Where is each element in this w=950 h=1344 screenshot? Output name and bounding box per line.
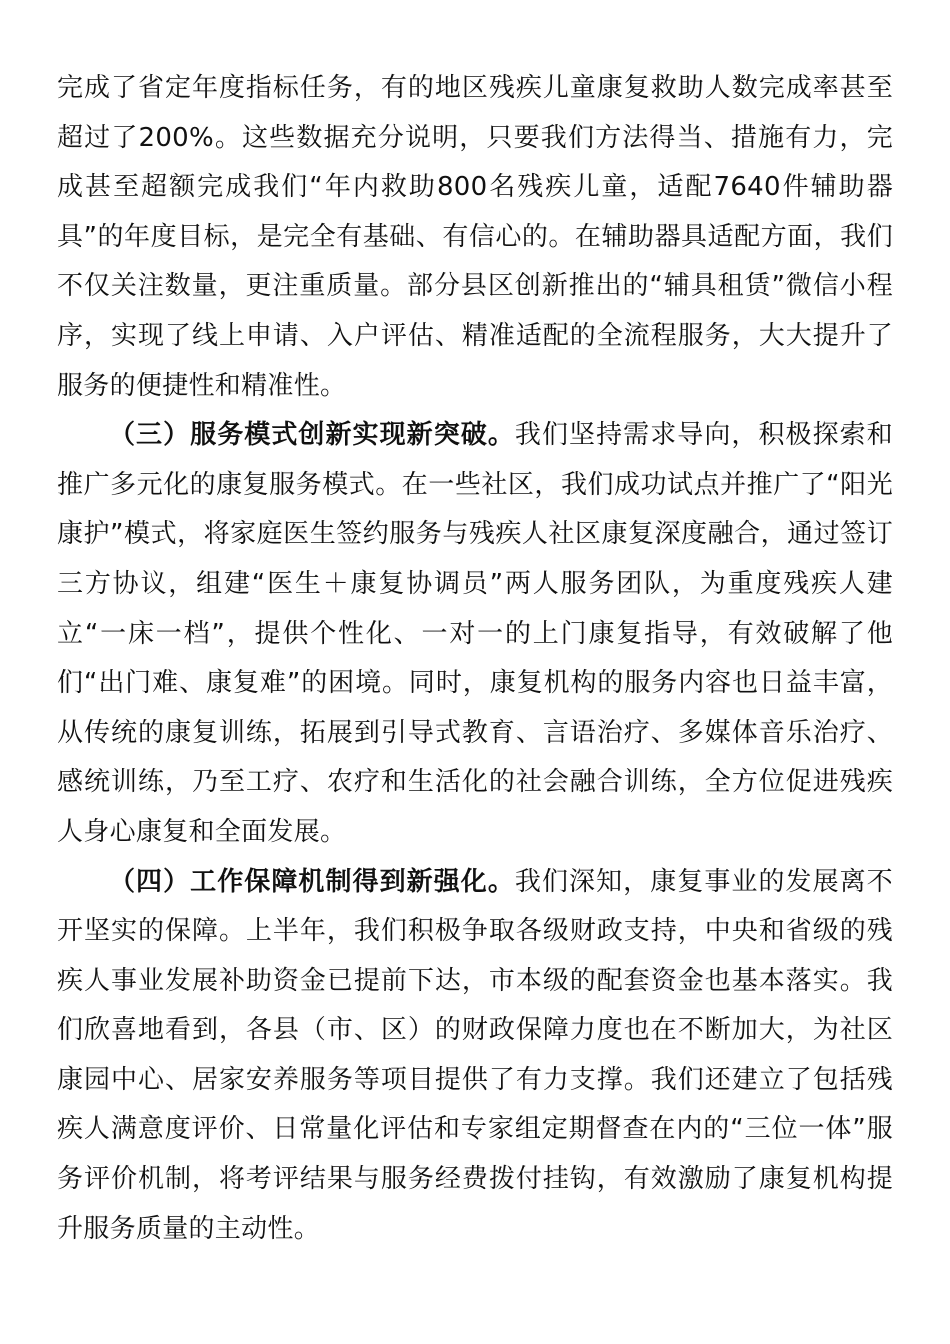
paragraph-section-3 [57,411,893,857]
paragraph-body: 完成了省定年度指标任务，有的地区残疾儿童康复救助人数完成率甚至超过了200%。这些数据充分说明，只要我们方法得当、措施有力，完成甚至超额完成我们“年内救助800名残疾儿童，适配7640件辅助器具”的年度目标，是完全有基础、有信心的。在辅助器具适配方面，我们不仅关注数量，更注重质量。部分县区创新推出的“辅具租赁”微信小程序，实现了线上申请、入户评估、精准适配的全流程服务，大大提升了服务的便捷性和精准性。 [57,73,893,401]
paragraph-section-4 [57,858,893,1255]
paragraph-body: 我们深知，康复事业的发展离不开坚实的保障。上半年，我们积极争取各级财政支持，中央和省级的残疾人事业发展补助资金已提前下达，市本级的配套资金也基本落实。我们欣喜地看到，各县（市、区）的财政保障力度也在不断加大，为社区康园中心、居家安养服务等项目提供了有力支撑。我们还建立了包括残疾人满意度评价、日常量化评估和专家组定期督查在内的“三位一体”服务评价机制，将考评结果与服务经费拨付挂钩，有效激励了康复机构提升服务质量的主动性。 [57,866,893,1244]
paragraph-continuation [57,64,893,411]
paragraph-body: 我们坚持需求导向，积极探索和推广多元化的康复服务模式。在一些社区，我们成功试点并推广了“阳光康护”模式，将家庭医生签约服务与残疾人社区康复深度融合，通过签订三方协议，组建“医生＋康复协调员”两人服务团队，为重度残疾人建立“一床一档”，提供个性化、一对一的上门康复指导，有效破解了他们“出门难、康复难”的困境。同时，康复机构的服务内容也日益丰富，从传统的康复训练，拓展到引导式教育、言语治疗、多媒体音乐治疗、感统训练，乃至工疗、农疗和生活化的社会融合训练，全方位促进残疾人身心康复和全面发展。 [57,420,893,847]
section-heading: （四）工作保障机制得到新强化。 [109,866,515,897]
document-page [57,64,893,1254]
section-heading: （三）服务模式创新实现新突破。 [109,420,515,451]
